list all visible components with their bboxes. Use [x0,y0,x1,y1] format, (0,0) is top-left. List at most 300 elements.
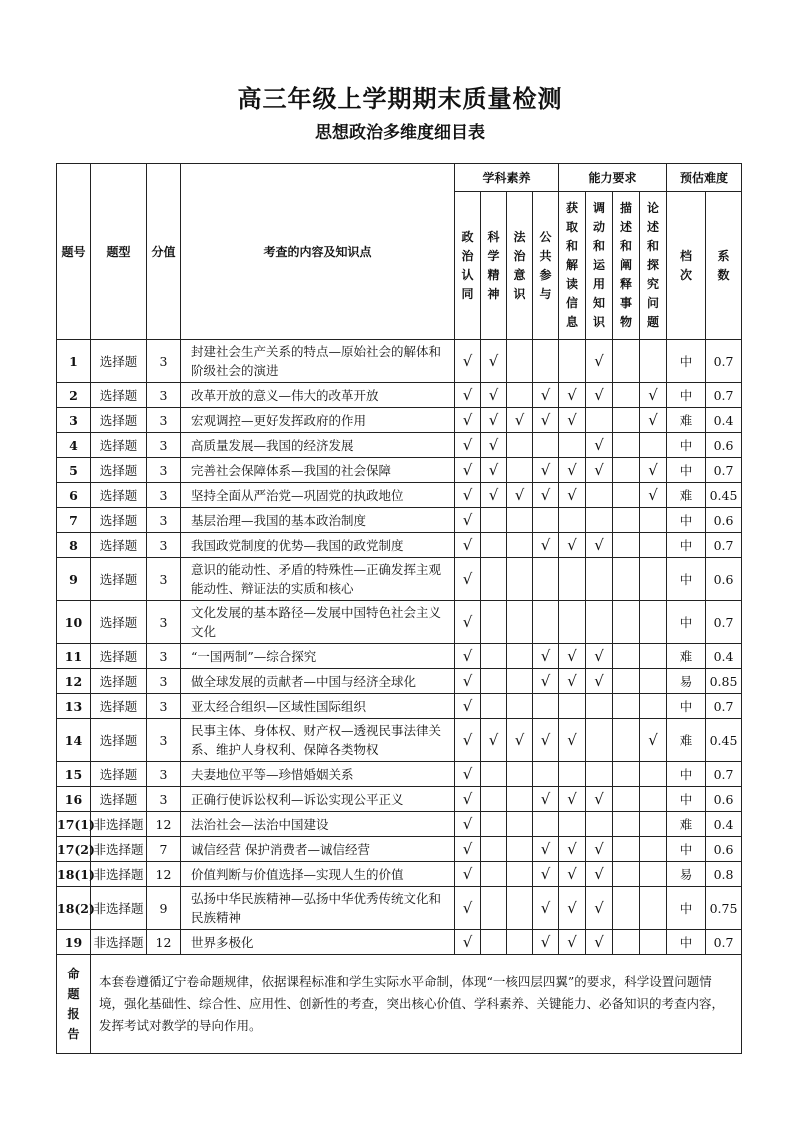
report-text: 本套卷遵循辽宁卷命题规律，依据课程标准和学生实际水平命制，体现“一核四层四翼”的要求，科学设置问题情境，强化基础性、综合性、应用性、创新性的考查，突出核心价值、学科素养、关键能力、必备知识的考查内容，发挥考试对教学的导向作用。 [91,955,742,1054]
check-cell [640,694,667,719]
check-cell [507,669,533,694]
difficulty-level: 中 [667,601,706,644]
check-cell: √ [455,930,481,955]
question-type: 非选择题 [91,812,147,837]
check-cell: √ [507,719,533,762]
check-cell: √ [533,787,559,812]
question-score: 3 [147,408,181,433]
check-cell: √ [455,694,481,719]
question-content: 法治社会—法治中国建设 [181,812,455,837]
difficulty-level: 中 [667,558,706,601]
question-number: 13 [57,694,91,719]
check-cell [481,533,507,558]
check-cell [507,837,533,862]
question-number: 18(2) [57,887,91,930]
check-cell: √ [559,862,586,887]
question-content: 封建社会生产关系的特点—原始社会的解体和阶级社会的演进 [181,340,455,383]
table-row [57,433,742,458]
check-cell: √ [559,458,586,483]
table-row [57,458,742,483]
difficulty-level: 中 [667,533,706,558]
header-group-difficulty: 预估难度 [667,164,742,192]
check-cell [481,762,507,787]
check-cell [586,483,613,508]
check-cell [640,887,667,930]
question-type: 非选择题 [91,930,147,955]
check-cell: √ [559,408,586,433]
check-cell [640,508,667,533]
check-cell [533,762,559,787]
check-cell: √ [586,433,613,458]
check-cell [559,508,586,533]
difficulty-coefficient: 0.7 [706,930,742,955]
difficulty-coefficient: 0.7 [706,458,742,483]
table-row [57,930,742,955]
header-group-ability: 能力要求 [559,164,667,192]
question-score: 3 [147,433,181,458]
subheader-7 [640,192,667,340]
check-cell: √ [559,533,586,558]
check-cell: √ [533,533,559,558]
check-cell: √ [559,483,586,508]
question-content: 亚太经合组织—区域性国际组织 [181,694,455,719]
check-cell [481,558,507,601]
check-cell [613,862,640,887]
check-cell [507,862,533,887]
check-cell: √ [586,340,613,383]
difficulty-coefficient: 0.6 [706,508,742,533]
difficulty-level: 易 [667,669,706,694]
check-cell [481,644,507,669]
question-type: 选择题 [91,558,147,601]
check-cell: √ [507,408,533,433]
question-type: 选择题 [91,719,147,762]
check-cell [613,694,640,719]
check-cell: √ [481,433,507,458]
check-cell [507,787,533,812]
check-cell [533,508,559,533]
check-cell [533,812,559,837]
subheader-label: 法治意识 [513,229,526,301]
difficulty-coefficient: 0.6 [706,558,742,601]
check-cell: √ [481,340,507,383]
question-score: 3 [147,601,181,644]
question-number: 17(2) [57,837,91,862]
check-cell: √ [455,558,481,601]
check-cell: √ [640,483,667,508]
check-cell [507,601,533,644]
question-number: 6 [57,483,91,508]
check-cell [640,812,667,837]
check-cell [613,408,640,433]
check-cell [533,558,559,601]
check-cell: √ [481,383,507,408]
question-content: 世界多极化 [181,930,455,955]
question-number: 2 [57,383,91,408]
question-content: 完善社会保障体系—我国的社会保障 [181,458,455,483]
check-cell: √ [559,837,586,862]
check-cell [559,433,586,458]
check-cell: √ [455,383,481,408]
check-cell [640,787,667,812]
check-cell: √ [640,719,667,762]
question-type: 选择题 [91,383,147,408]
check-cell: √ [455,601,481,644]
subheader-5 [586,192,613,340]
check-cell: √ [533,408,559,433]
question-number: 11 [57,644,91,669]
check-cell: √ [455,644,481,669]
check-cell [481,837,507,862]
difficulty-coefficient: 0.7 [706,694,742,719]
check-cell [586,558,613,601]
question-content: 弘扬中华民族精神—弘扬中华优秀传统文化和民族精神 [181,887,455,930]
check-cell: √ [586,669,613,694]
page-subtitle: 思想政治多维度细目表 [315,123,485,143]
difficulty-level: 中 [667,383,706,408]
check-cell [586,408,613,433]
difficulty-coefficient: 0.4 [706,644,742,669]
page-title: 高三年级上学期期末质量检测 [237,84,563,113]
check-cell: √ [640,383,667,408]
difficulty-coefficient: 0.4 [706,812,742,837]
check-cell: √ [455,533,481,558]
table-row [57,812,742,837]
table-row [57,694,742,719]
check-cell: √ [586,887,613,930]
question-type: 选择题 [91,340,147,383]
check-cell: √ [455,508,481,533]
check-cell: √ [455,433,481,458]
difficulty-level: 难 [667,719,706,762]
check-cell: √ [586,383,613,408]
question-type: 选择题 [91,408,147,433]
subheader-label: 论述和探究问题 [647,201,660,329]
difficulty-level: 中 [667,837,706,862]
check-cell [481,508,507,533]
difficulty-level: 中 [667,508,706,533]
subheader-label: 档次 [680,248,693,282]
check-cell: √ [640,458,667,483]
check-cell [613,433,640,458]
check-cell [586,812,613,837]
question-score: 3 [147,644,181,669]
check-cell [507,887,533,930]
check-cell: √ [586,787,613,812]
check-cell: √ [559,719,586,762]
difficulty-level: 中 [667,787,706,812]
report-label [57,955,91,1054]
question-content: 民事主体、身体权、财产权—透视民事法律关系、维护人身权利、保障各类物权 [181,719,455,762]
check-cell: √ [586,533,613,558]
question-score: 3 [147,383,181,408]
difficulty-level: 中 [667,433,706,458]
question-type: 选择题 [91,644,147,669]
check-cell [507,433,533,458]
check-cell [640,340,667,383]
question-score: 3 [147,340,181,383]
difficulty-level: 中 [667,930,706,955]
check-cell [640,837,667,862]
check-cell [613,533,640,558]
check-cell: √ [455,719,481,762]
check-cell [507,558,533,601]
check-cell: √ [533,458,559,483]
table-row [57,383,742,408]
question-content: 正确行使诉讼权利—诉讼实现公平正义 [181,787,455,812]
check-cell: √ [455,483,481,508]
table-row [57,340,742,383]
difficulty-level: 难 [667,483,706,508]
header-score: 分值 [147,164,181,340]
check-cell [586,719,613,762]
check-cell [640,930,667,955]
difficulty-coefficient: 0.7 [706,762,742,787]
check-cell: √ [455,837,481,862]
check-cell [481,787,507,812]
difficulty-coefficient: 0.7 [706,601,742,644]
check-cell [559,694,586,719]
table-row [57,837,742,862]
question-type: 选择题 [91,694,147,719]
question-type: 非选择题 [91,837,147,862]
question-content: 诚信经营 保护消费者—诚信经营 [181,837,455,862]
check-cell [586,694,613,719]
question-type: 非选择题 [91,887,147,930]
subheader-label: 描述和阐释事物 [620,201,633,329]
check-cell [559,340,586,383]
check-cell: √ [455,862,481,887]
check-cell [559,558,586,601]
check-cell [613,383,640,408]
question-number: 4 [57,433,91,458]
header-group-literacy: 学科素养 [455,164,559,192]
subheader-0 [455,192,481,340]
check-cell [507,508,533,533]
question-number: 1 [57,340,91,383]
table-row [57,408,742,433]
header-type: 题型 [91,164,147,340]
check-cell [613,644,640,669]
check-cell [559,762,586,787]
check-cell [507,340,533,383]
question-score: 3 [147,508,181,533]
table-row [57,669,742,694]
report-label-char: 报 [67,1007,80,1021]
check-cell [559,601,586,644]
question-content: 坚持全面从严治党—巩固党的执政地位 [181,483,455,508]
table-row [57,533,742,558]
check-cell [533,340,559,383]
question-type: 选择题 [91,433,147,458]
difficulty-coefficient: 0.45 [706,719,742,762]
subheader-8 [667,192,706,340]
check-cell: √ [455,812,481,837]
difficulty-level: 中 [667,340,706,383]
question-number: 12 [57,669,91,694]
check-cell [586,601,613,644]
question-score: 3 [147,669,181,694]
subheader-9 [706,192,742,340]
check-cell: √ [455,887,481,930]
check-cell [481,812,507,837]
check-cell: √ [455,458,481,483]
subheader-1 [481,192,507,340]
subheader-3 [533,192,559,340]
check-cell: √ [533,862,559,887]
table-row [57,762,742,787]
check-cell [507,644,533,669]
check-cell: √ [559,644,586,669]
check-cell [613,762,640,787]
check-cell: √ [455,762,481,787]
table-row [57,787,742,812]
question-score: 9 [147,887,181,930]
check-cell [613,787,640,812]
difficulty-coefficient: 0.75 [706,887,742,930]
check-cell [613,930,640,955]
subheader-label: 获取和解读信息 [566,201,579,329]
check-cell: √ [455,787,481,812]
check-cell: √ [533,887,559,930]
difficulty-coefficient: 0.6 [706,787,742,812]
check-cell: √ [533,644,559,669]
question-content: 宏观调控—更好发挥政府的作用 [181,408,455,433]
question-content: 改革开放的意义—伟大的改革开放 [181,383,455,408]
check-cell: √ [640,408,667,433]
check-cell [586,762,613,787]
question-type: 选择题 [91,483,147,508]
check-cell: √ [559,930,586,955]
subheader-4 [559,192,586,340]
check-cell [613,508,640,533]
check-cell [640,644,667,669]
check-cell: √ [481,719,507,762]
check-cell: √ [586,837,613,862]
check-cell [613,669,640,694]
question-type: 选择题 [91,669,147,694]
question-number: 7 [57,508,91,533]
subheader-2 [507,192,533,340]
question-score: 3 [147,762,181,787]
question-type: 选择题 [91,508,147,533]
check-cell [640,533,667,558]
question-number: 3 [57,408,91,433]
question-score: 12 [147,812,181,837]
question-content: 做全球发展的贡献者—中国与经济全球化 [181,669,455,694]
table-row [57,719,742,762]
check-cell [533,694,559,719]
difficulty-level: 难 [667,408,706,433]
question-number: 19 [57,930,91,955]
check-cell [613,458,640,483]
check-cell [640,433,667,458]
check-cell [481,601,507,644]
question-score: 3 [147,787,181,812]
check-cell: √ [455,340,481,383]
difficulty-level: 中 [667,887,706,930]
check-cell: √ [559,887,586,930]
table-row [57,483,742,508]
difficulty-level: 难 [667,644,706,669]
difficulty-coefficient: 0.7 [706,383,742,408]
check-cell [507,383,533,408]
check-cell [640,669,667,694]
check-cell [613,719,640,762]
table-row [57,601,742,644]
subheader-label: 政治认同 [461,229,474,301]
question-score: 3 [147,694,181,719]
table-row [57,644,742,669]
difficulty-level: 易 [667,862,706,887]
check-cell: √ [559,383,586,408]
question-number: 8 [57,533,91,558]
difficulty-coefficient: 0.6 [706,837,742,862]
check-cell [481,887,507,930]
check-cell: √ [455,669,481,694]
check-cell [481,694,507,719]
table-row [57,558,742,601]
question-score: 3 [147,719,181,762]
question-content: 我国政党制度的优势—我国的政党制度 [181,533,455,558]
check-cell: √ [559,787,586,812]
difficulty-coefficient: 0.6 [706,433,742,458]
check-cell: √ [586,458,613,483]
check-cell: √ [586,862,613,887]
check-cell: √ [559,669,586,694]
check-cell [640,601,667,644]
table-row [57,887,742,930]
question-number: 16 [57,787,91,812]
difficulty-coefficient: 0.85 [706,669,742,694]
question-score: 3 [147,533,181,558]
question-number: 9 [57,558,91,601]
check-cell [559,812,586,837]
question-score: 7 [147,837,181,862]
difficulty-coefficient: 0.7 [706,340,742,383]
question-number: 15 [57,762,91,787]
table-row [57,862,742,887]
subheader-label: 公共参与 [539,229,552,301]
check-cell: √ [507,483,533,508]
check-cell [481,930,507,955]
subheader-label: 科学精神 [487,229,500,301]
question-content: 基层治理—我国的基本政治制度 [181,508,455,533]
check-cell: √ [455,408,481,433]
check-cell [533,433,559,458]
check-cell: √ [533,383,559,408]
check-cell: √ [533,483,559,508]
question-type: 选择题 [91,533,147,558]
check-cell [613,887,640,930]
table-row [57,508,742,533]
check-cell: √ [586,644,613,669]
check-cell [481,862,507,887]
check-cell [586,508,613,533]
check-cell [507,930,533,955]
question-content: 价值判断与价值选择—实现人生的价值 [181,862,455,887]
check-cell [507,533,533,558]
difficulty-level: 中 [667,762,706,787]
difficulty-coefficient: 0.4 [706,408,742,433]
check-cell: √ [533,719,559,762]
question-type: 选择题 [91,601,147,644]
check-cell: √ [586,930,613,955]
question-number: 18(1) [57,862,91,887]
question-number: 10 [57,601,91,644]
question-type: 选择题 [91,762,147,787]
difficulty-coefficient: 0.45 [706,483,742,508]
